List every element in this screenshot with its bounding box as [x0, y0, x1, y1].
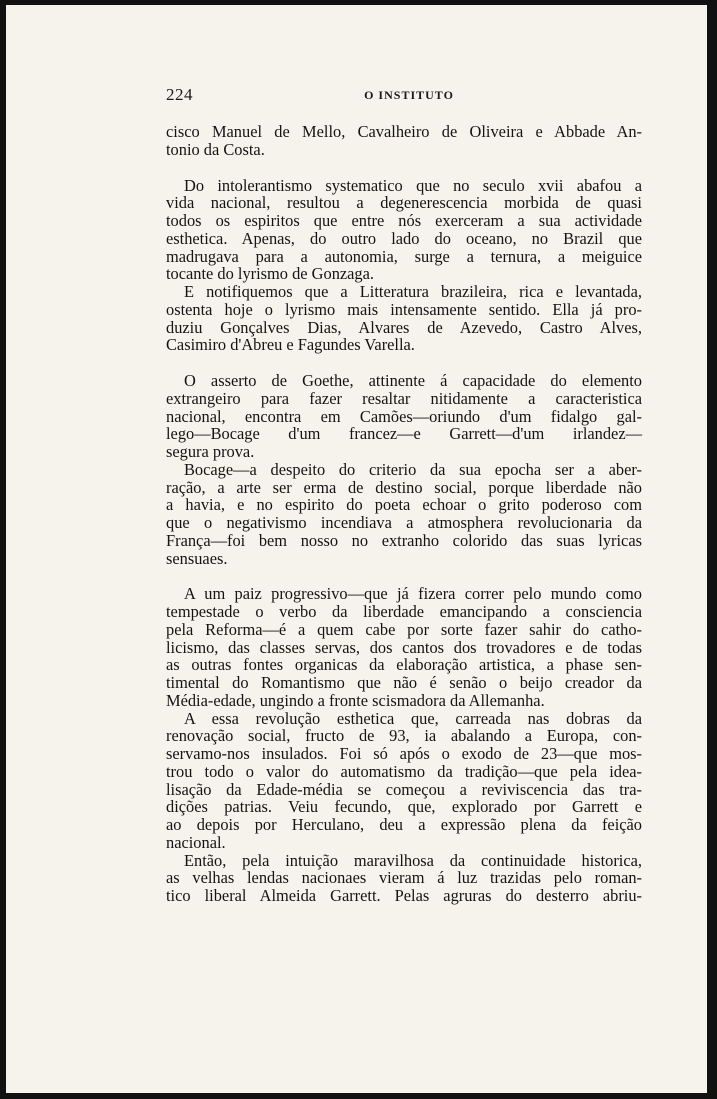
text-line: E notifiquemos que a Litteratura brazileira, rica e levantada,: [184, 282, 642, 301]
text-line: França—foi bem nosso no extranho colorido das suas lyricas: [166, 530, 642, 550]
text-line: tico liberal Almeida Garrett. Pelas agruras do desterro abriu-: [166, 886, 642, 905]
text-line: ração, a arte ser erma de destino social, porque liberdade não: [166, 477, 642, 497]
text-line: ostenta hoje o lyrismo mais intensamente sentido. Ella já pro-: [166, 299, 642, 319]
text-line: tempestade o verbo da liberdade emancipando a consciencia: [166, 602, 642, 621]
text-line: pela Reforma—é a quem cabe por sorte fazer sahir do catho-: [166, 619, 642, 639]
text-line: Casimiro d'Abreu e Fagundes Varella.: [166, 335, 415, 355]
text-line: Então, pela intuição maravilhosa da continuidade historica,: [184, 850, 642, 870]
text-line: duziu Gonçalves Dias, Alvares de Azevedo, Castro Alves,: [166, 317, 642, 337]
text-line: ao depois por Herculano, deu a expressão plena da feição: [166, 815, 642, 834]
text-line: Do intolerantismo systematico que no seculo xvii abafou a: [184, 175, 642, 195]
text-line: madrugava para a autonomia, surge a ternura, a meiguice: [166, 246, 642, 266]
text-line: trou todo o valor do automatismo da tradição—que pela idea-: [166, 761, 642, 781]
text-line: tonio da Costa.: [166, 139, 265, 159]
page-header: [166, 85, 652, 107]
text-line: a havia, e no espirito do poeta echoar o grito poderoso com: [166, 495, 642, 515]
text-line: nacional.: [166, 832, 226, 852]
text-line: as outras fontes organicas da elaboração artistica, a phase sen-: [166, 655, 642, 675]
text-line: que o negativismo incendiava a atmosphera revolucionaria da: [166, 513, 642, 532]
text-line: nacional, encontra em Camões—oriundo d'um fidalgo gal-: [166, 406, 642, 426]
body-text: [166, 123, 642, 905]
text-line: servamo-nos insulados. Foi só após o exodo de 23—que mos-: [166, 744, 642, 763]
book-page: [6, 5, 707, 1093]
text-line: renovação social, fructo de 93, ia abalando a Europa, con-: [166, 726, 642, 746]
text-line: lisação da Edade-média se começou a reviviscencia das tra-: [166, 779, 642, 799]
text-line: segura prova.: [166, 442, 255, 461]
text-line: licismo, das classes servas, dos cantos dos trovadores e de todas: [166, 637, 642, 657]
text-line: timental do Romantismo que não é senão o beijo creador da: [166, 673, 642, 692]
text-line: Média-edade, ungindo a fronte scismadora da Allemanha.: [166, 690, 545, 710]
text-line: todos os espiritos que entre nós exerceram a sua actividade: [166, 211, 642, 230]
text-line: lego—Bocage d'um francez—e Garrett—d'um irlandez—: [166, 424, 642, 444]
text-line: A essa revolução esthetica que, carreada nas dobras da: [184, 708, 642, 728]
text-line: cisco Manuel de Mello, Cavalheiro de Oliveira e Abbade An-: [166, 122, 642, 141]
text-line: dições patrias. Veiu fecundo, que, explorado por Garrett e: [166, 797, 642, 817]
text-line: Bocage—a despeito do criterio da sua epocha ser a aber-: [184, 459, 642, 479]
text-line: as velhas lendas nacionaes vieram á luz trazidas pelo roman-: [166, 868, 642, 888]
text-line: tocante do lyrismo de Gonzaga.: [166, 264, 375, 284]
page-number: 224: [166, 85, 193, 104]
text-line: O asserto de Goethe, attinente á capacidade do elemento: [184, 371, 642, 390]
text-line: sensuaes.: [166, 548, 228, 568]
text-line: extrangeiro para fazer resaltar nitidamente a caracteristica: [166, 388, 642, 408]
running-title: O INSTITUTO: [364, 88, 454, 102]
text-line: vida nacional, resultou a degenerescencia morbida de quasi: [166, 193, 642, 213]
text-line: A um paiz progressivo—que já fizera correr pelo mundo como: [184, 584, 642, 604]
text-line: esthetica. Apenas, do outro lado do oceano, no Brazil que: [166, 228, 642, 248]
